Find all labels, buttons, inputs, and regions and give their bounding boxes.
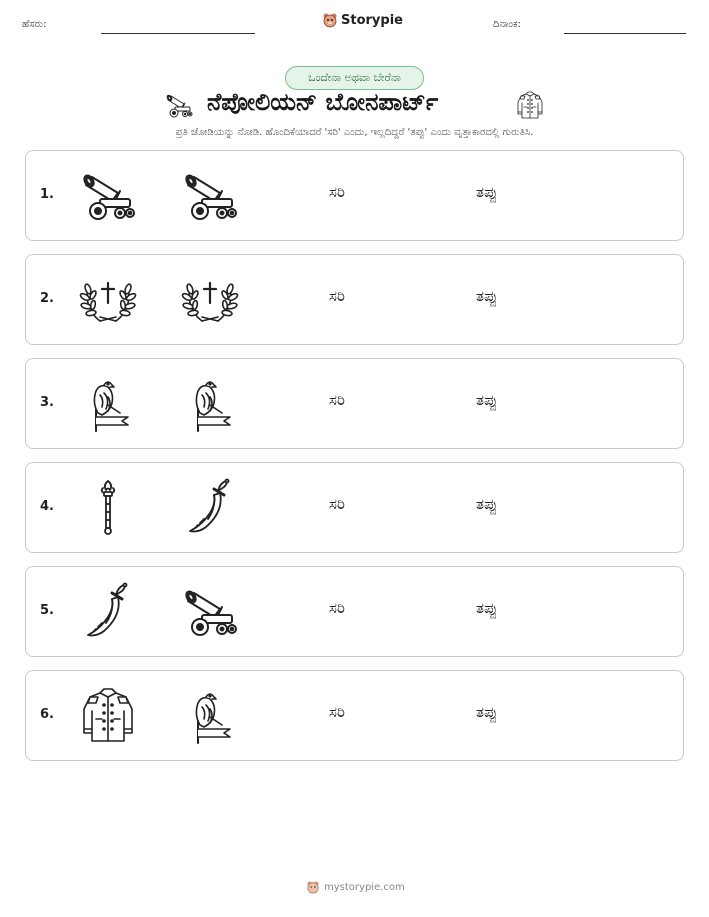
correct-option[interactable]: ಸರಿ [329,703,345,721]
instructions: ಪ್ರತಿ ಜೋಡಿಯನ್ನು ನೋಡಿ. ಹೊಂದಿಕೆಯಾದರೆ 'ಸರಿ' ಎಂದು, ಇಲ್ಲದಿದ್ದರೆ 'ತಪ್ಪು' ಎಂದು ವೃತ್ತಾಕಾರದಲ್ಲಿ ಗುರುತಿಸಿ. [175,127,534,138]
wrong-option[interactable]: ತಪ್ಪು [476,287,498,305]
row-number: 3. [40,395,54,410]
worksheet-type-badge: ಒಂದೇನಾ ಅಥವಾ ಬೇರೆನಾ [285,66,424,90]
wrong-option[interactable]: ತಪ್ಪು [476,391,498,409]
name-line[interactable] [101,33,255,34]
military-jacket-icon [78,685,138,745]
wrong-option[interactable]: ತಪ್ಪು [476,599,498,617]
exercise-row-3 [25,358,684,449]
footer [306,880,405,894]
correct-option[interactable]: ಸರಿ [329,287,345,305]
footer-url[interactable]: mystorypie.com [324,881,405,893]
title-row [0,88,709,122]
wrong-option[interactable]: ತಪ್ಪು [476,495,498,513]
military-jacket-icon [515,90,545,124]
row-number: 5. [40,603,54,618]
exercise-row-2 [25,254,684,345]
correct-option[interactable]: ಸರಿ [329,495,345,513]
row-number: 2. [40,291,54,306]
exercise-row-1 [25,150,684,241]
storypie-mascot-icon [306,880,320,894]
exercise-row-6 [25,670,684,761]
cannon-icon [180,165,240,225]
cannon-icon [180,581,240,641]
laurel-wreath-icon [78,269,138,329]
date-label: ದಿನಾಂಕ: [493,19,521,30]
brand-name: Storypie [341,12,403,28]
saber-icon [180,477,240,537]
correct-option[interactable]: ಸರಿ [329,599,345,617]
eagle-standard-icon [180,373,240,433]
page-title: ನೆಪೋಲಿಯನ್ ಬೋನಪಾರ್ಟ್ [207,88,439,116]
wrong-option[interactable]: ತಪ್ಪು [476,703,498,721]
storypie-mascot-icon [322,12,338,28]
exercise-row-4 [25,462,684,553]
eagle-standard-icon [180,685,240,745]
cannon-icon [162,90,196,124]
eagle-standard-icon [78,373,138,433]
name-label: ಹೆಸರು: [22,19,47,30]
row-number: 1. [40,187,54,202]
correct-option[interactable]: ಸರಿ [329,183,345,201]
cannon-icon [78,165,138,225]
row-number: 4. [40,499,54,514]
row-number: 6. [40,707,54,722]
correct-option[interactable]: ಸರಿ [329,391,345,409]
saber-icon [78,581,138,641]
wrong-option[interactable]: ತಪ್ಪು [476,183,498,201]
scepter-icon [78,477,138,537]
exercise-row-5 [25,566,684,657]
date-line[interactable] [564,33,686,34]
brand-logo [322,12,403,28]
laurel-wreath-icon [180,269,240,329]
